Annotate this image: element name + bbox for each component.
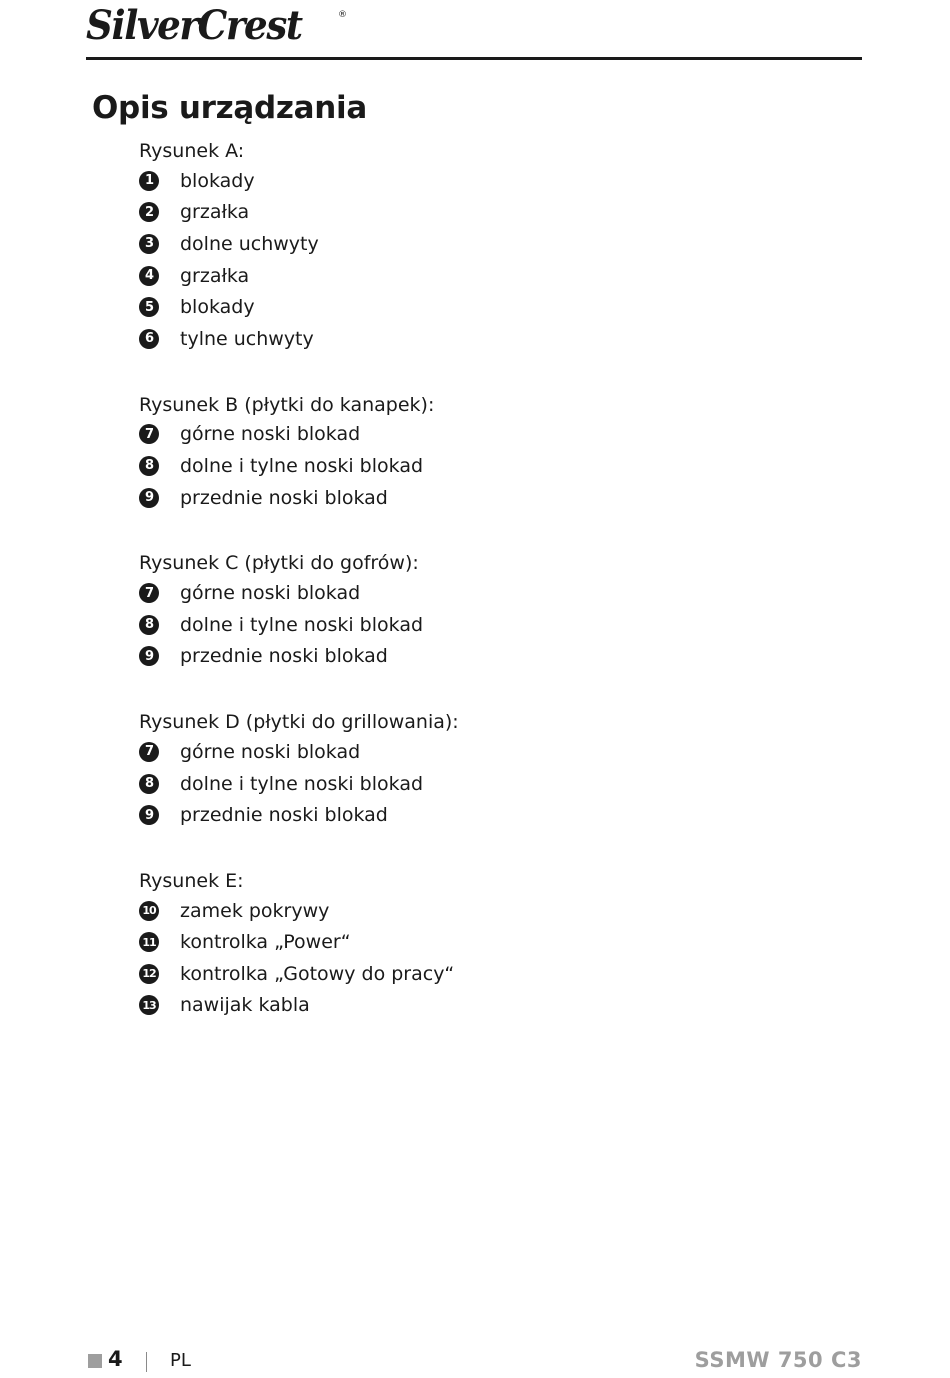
- number-badge: 8: [139, 615, 159, 635]
- list-item: [139, 291, 839, 323]
- item-label: dolne i tylne noski blokad: [180, 454, 424, 477]
- brand-logo: [86, 2, 347, 49]
- item-label: blokady: [180, 296, 255, 319]
- item-label: tylne uchwyty: [180, 327, 314, 350]
- number-badge: 1: [139, 171, 159, 191]
- list-item: [139, 323, 839, 355]
- parts-list: [139, 137, 839, 1057]
- list-item: [139, 768, 839, 800]
- list-item: [139, 958, 839, 990]
- list-item: [139, 165, 839, 197]
- section-heading: Rysunek B (płytki do kanapek):: [139, 393, 435, 416]
- number-badge: 12: [139, 964, 159, 984]
- item-label: zamek pokrywy: [180, 899, 330, 922]
- list-item: [139, 482, 839, 514]
- list-item: [139, 895, 839, 927]
- item-label: nawijak kabla: [180, 994, 310, 1017]
- section: [139, 867, 839, 1021]
- page-title: Opis urządzania: [92, 90, 367, 126]
- footer: [86, 1346, 862, 1378]
- list-item: [139, 736, 839, 768]
- section: [139, 391, 839, 514]
- item-label: grzałka: [180, 264, 250, 287]
- item-label: dolne i tylne noski blokad: [180, 772, 424, 795]
- model-number: SSMW 750 C3: [694, 1348, 862, 1372]
- list-item: [139, 609, 839, 641]
- section: [139, 137, 839, 355]
- item-label: kontrolka „Gotowy do pracy“: [180, 962, 455, 985]
- language-code: PL: [170, 1350, 191, 1371]
- item-label: przednie noski blokad: [180, 486, 388, 509]
- number-badge: 5: [139, 297, 159, 317]
- number-badge: 3: [139, 234, 159, 254]
- item-label: kontrolka „Power“: [180, 931, 351, 954]
- section: [139, 549, 839, 672]
- number-badge: 6: [139, 329, 159, 349]
- footer-square-icon: [88, 1354, 102, 1368]
- item-label: przednie noski blokad: [180, 804, 388, 827]
- number-badge: 4: [139, 266, 159, 286]
- item-label: grzałka: [180, 201, 250, 224]
- list-item: [139, 927, 839, 959]
- list-item: [139, 641, 839, 673]
- number-badge: 9: [139, 805, 159, 825]
- registered-mark: ®: [338, 10, 347, 20]
- list-item: [139, 450, 839, 482]
- item-label: dolne uchwyty: [180, 232, 319, 255]
- section-heading: Rysunek D (płytki do grillowania):: [139, 711, 459, 734]
- item-label: górne noski blokad: [180, 582, 361, 605]
- item-label: blokady: [180, 169, 255, 192]
- section-heading: Rysunek C (płytki do gofrów):: [139, 552, 419, 575]
- number-badge: 8: [139, 456, 159, 476]
- number-badge: 10: [139, 901, 159, 921]
- number-badge: 7: [139, 742, 159, 762]
- list-item: [139, 228, 839, 260]
- number-badge: 9: [139, 488, 159, 508]
- page-number: 4: [108, 1347, 123, 1371]
- footer-separator: [146, 1352, 147, 1372]
- item-label: przednie noski blokad: [180, 645, 388, 668]
- header-rule: [86, 57, 862, 60]
- number-badge: 9: [139, 646, 159, 666]
- list-item: [139, 260, 839, 292]
- number-badge: 2: [139, 202, 159, 222]
- number-badge: 8: [139, 774, 159, 794]
- list-item: [139, 990, 839, 1022]
- section: [139, 708, 839, 831]
- number-badge: 11: [139, 932, 159, 952]
- list-item: [139, 197, 839, 229]
- item-label: górne noski blokad: [180, 423, 361, 446]
- list-item: [139, 799, 839, 831]
- section-heading: Rysunek E:: [139, 869, 244, 892]
- item-label: górne noski blokad: [180, 740, 361, 763]
- brand-name: SilverCrest: [86, 2, 302, 49]
- section-heading: Rysunek A:: [139, 140, 245, 162]
- number-badge: 7: [139, 583, 159, 603]
- list-item: [139, 577, 839, 609]
- list-item: [139, 419, 839, 451]
- number-badge: 7: [139, 424, 159, 444]
- number-badge: 13: [139, 995, 159, 1015]
- item-label: dolne i tylne noski blokad: [180, 613, 424, 636]
